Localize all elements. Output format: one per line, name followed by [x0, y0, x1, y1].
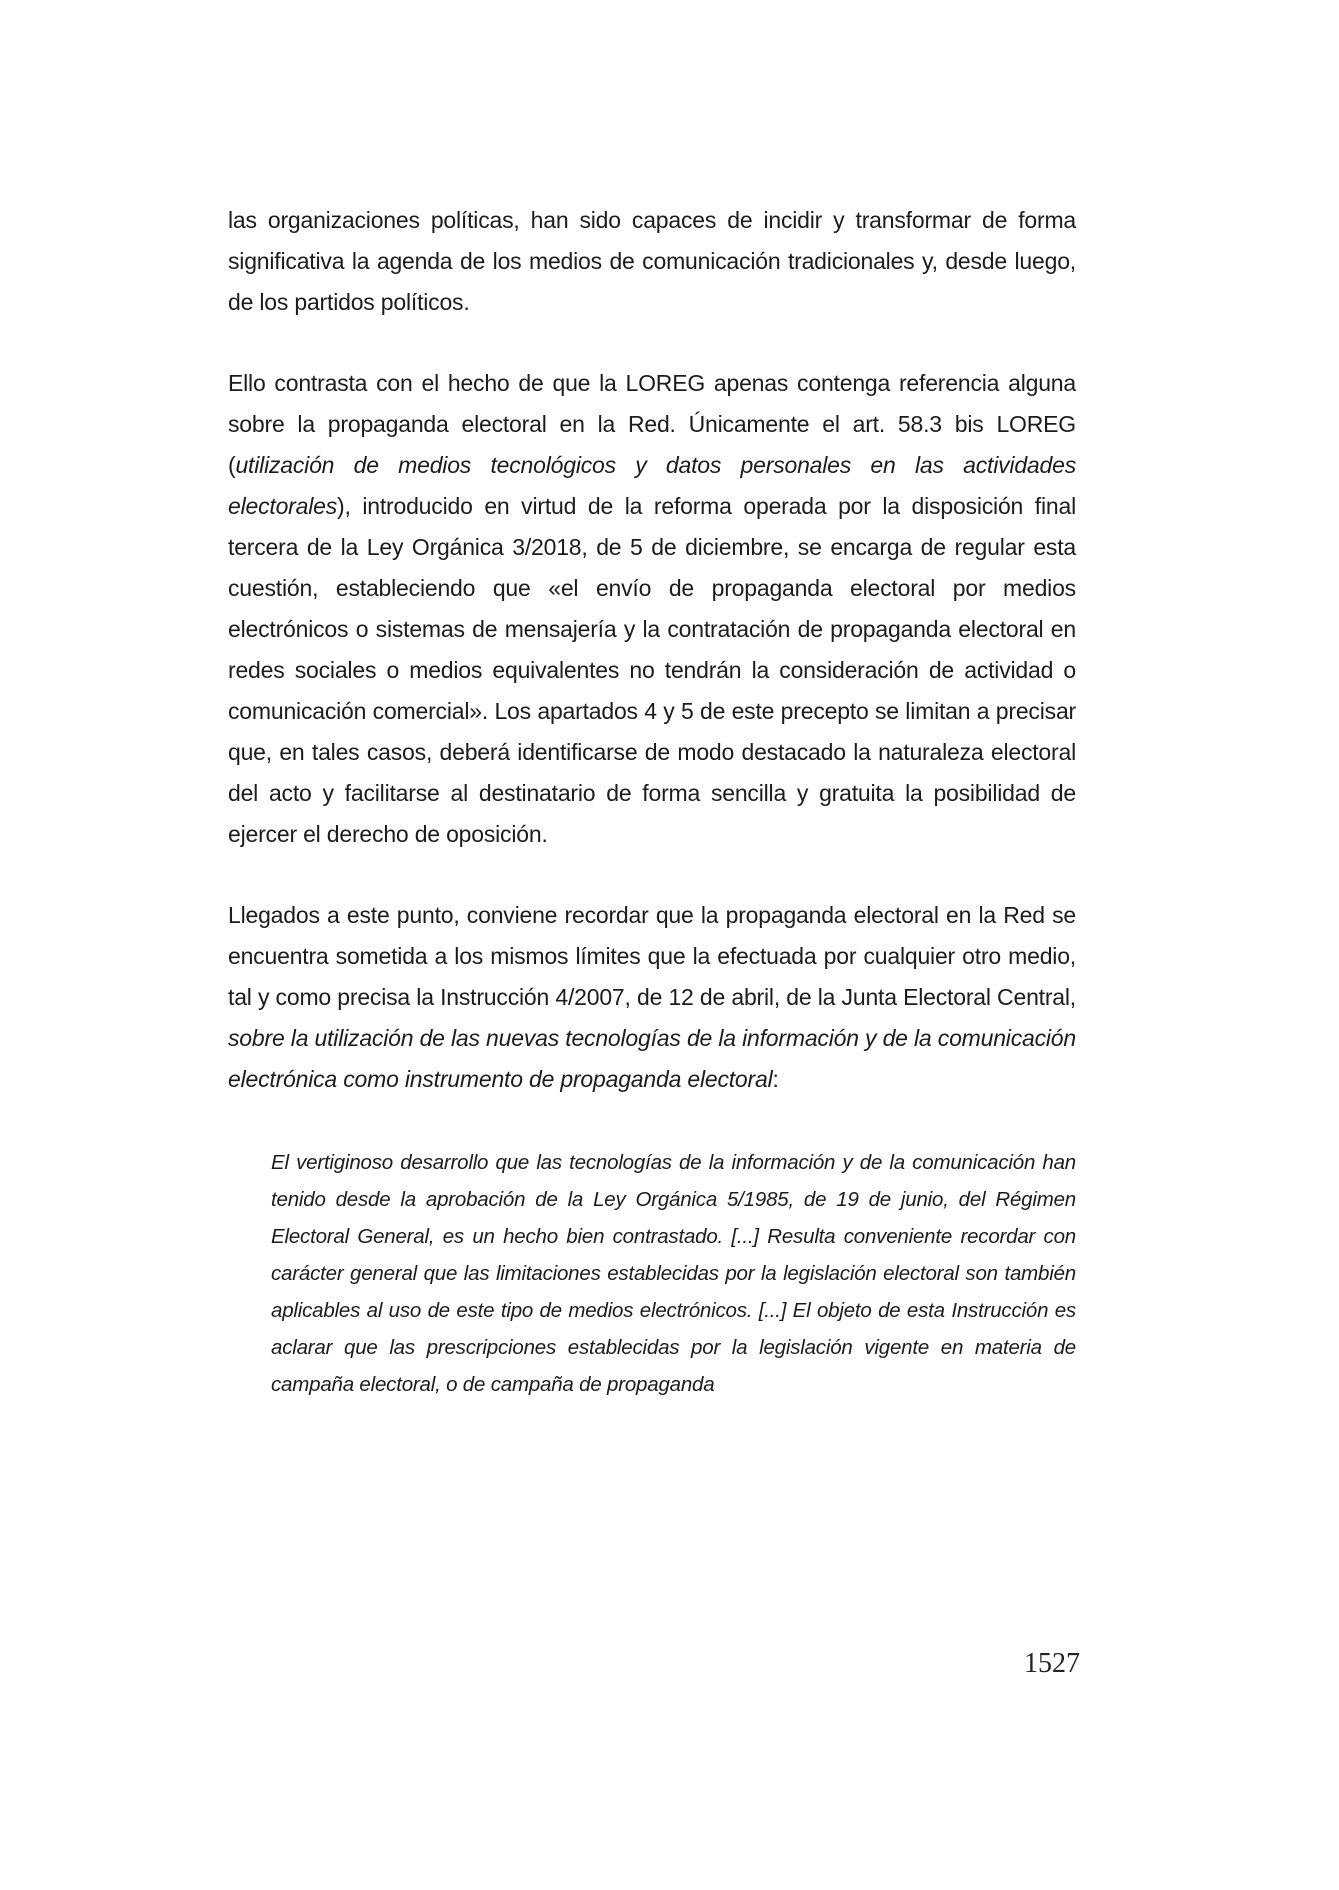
paragraph-2-italic-title: utilización de medios tecnológicos y datos personales en las actividades electorales — [228, 452, 1076, 519]
paragraph-3 — [228, 895, 1076, 1100]
paragraph-2 — [228, 363, 1076, 855]
paragraph-1 — [228, 200, 1076, 323]
paragraph-1-text: las organizaciones políticas, han sido capaces de incidir y transformar de forma significativa la agenda de los medios de comunicación tradicionales y, desde luego, de los partidos políticos. — [228, 207, 1076, 315]
paragraph-3-text-start: Llegados a este punto, conviene recordar que la propaganda electoral en la Red se encuentra sometida a los mismos límites que la efectuada por cualquier otro medio, tal y como precisa la Instrucción 4/2007, de 12 de abril, de la Junta Electoral Central, — [228, 902, 1076, 1010]
paragraph-2-text-start: Ello contrasta con el hecho de que la LOREG apenas contenga referencia alguna sobre la propaganda electoral en la Red. Únicamente el art. 58.3 bis LOREG ( — [228, 370, 1076, 478]
paragraph-3-italic-title: sobre la utilización de las nuevas tecnologías de la información y de la comunicación electrónica como instrumento de propaganda electoral — [228, 1025, 1076, 1092]
paragraph-3-text-end: : — [772, 1066, 779, 1092]
block-quote — [271, 1144, 1076, 1403]
paragraph-2-text-end: ), introducido en virtud de la reforma operada por la disposición final tercera de la Ley Orgánica 3/2018, de 5 de diciembre, se encarga de regular esta cuestión, estableciendo que «el envío de propaganda electoral por medios electrónicos o sistemas de mensajería y la contratación de propaganda electoral en redes sociales o medios equivalentes no tendrán la consideración de actividad o comunicación comercial». Los apartados 4 y 5 de este precepto se limitan a precisar que, en tales casos, deberá identificarse de modo destacado la naturaleza electoral del acto y facilitarse al destinatario de forma sencilla y gratuita la posibilidad de ejercer el derecho de oposición. — [228, 493, 1076, 847]
block-quote-text: El vertiginoso desarrollo que las tecnologías de la información y de la comunicación han tenido desde la aprobación de la Ley Orgánica 5/1985, de 19 de junio, del Régimen Electoral General, es un hecho bien contrastado. [...] Resulta conveniente recordar con carácter general que las limitaciones establecidas por la legislación electoral son también aplicables al uso de este tipo de medios electrónicos. [...] El objeto de esta Instrucción es aclarar que las prescripciones establecidas por la legislación vigente en materia de campaña electoral, o de campaña de propaganda — [271, 1151, 1076, 1396]
page-number: 1527 — [1024, 1648, 1080, 1679]
